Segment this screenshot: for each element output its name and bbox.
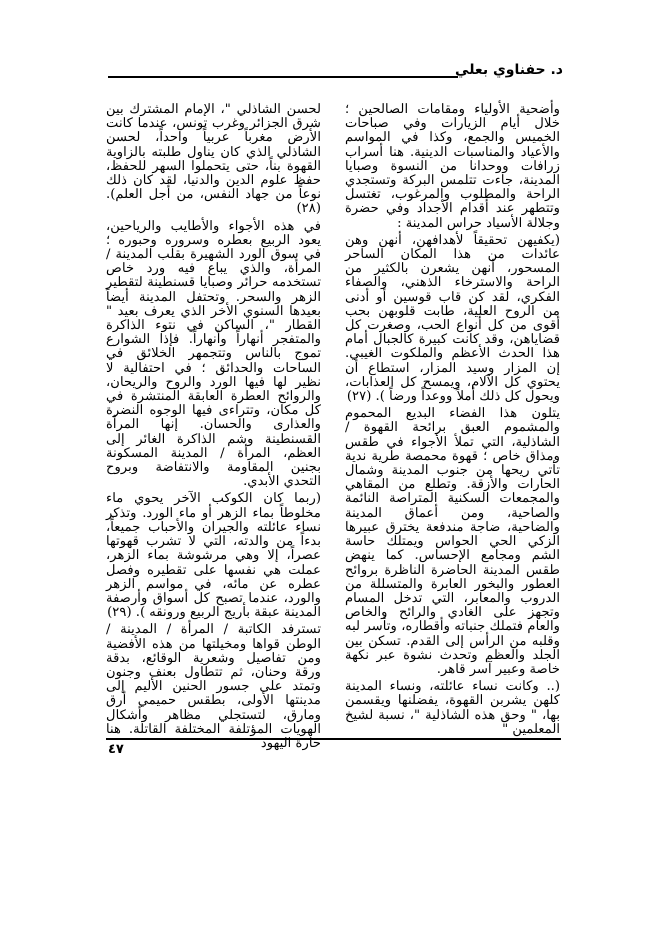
paragraph: (ربما كان الكوكب الآخر يحوي ماء مخلوطاً بماء الزهر أو ماء الورد. وتذكر نساء عائلته والجيران والأحباب جميعاً، بدءاً من والدته، التي لا تشرب قهوتها عصراً، إلا وهي مرشوشة بماء الزهر، عملت هي نفسها على تقطيره وفصل عطره عن مائه، في مواسم الزهر والورد، عندما تصبح كل أسواق وأرصفة المدينة عبقة بأريج الربيع ورونقه ). (٢٩): [106, 491, 321, 621]
paragraph: وأضحية الأولياء ومقامات الصالحين ؛ خلال أيام الزيارات وفي صباحات الخميس والجمع، وكذا في المواسم والأعياد والمناسبات الدينية. هنا أسراب زرافات ووحدانا من النسوة وصبايا المدينة، جاءت تتلمس البركة وتستجدي الراحة والمطلوب والمرغوب، تغتسل وتتطهر عند أقدام الأجداد وفي حضرة وجلالة الأسياد حراس المدينة :: [345, 102, 560, 231]
right-column: [345, 103, 560, 740]
paragraph: يتلون هذا الفضاء البديع المحموم والمشموم العبق برائحة القهوة / الشاذلية، التي تملأ الأجواء في طقس ومذاق خاص ؛ قهوة محمصة طرية ندية تأتي ريحها من جنوب المدينة وشمال الحارات والأزقة. وتطلع من المقاهي والمجمعات السكنية المتراصة النائمة والصاحية، ومن أعماق المدينة والضاحية، ضاجة مندفعة يخترق عبيرها الزكي الحي الحواس ويمتلك حاسة الشم ومجامع الإحساس. كما ينهض طقس المدينة الحاضرة الناظرة بروائح العطور والبخور العابرة والمتسللة من الدروب والمعابر، التي تدخل المسام وتجهز على الغادي والرائح والخاص والعام فتملك جنباته وأقطاره، وتأسر لبه وقلبه من الرأس إلى القدم. تسكن بين الجلد والعظم وتحدث نشوة عبر نكهة خاصة وعبير آسر قاهر.: [345, 406, 560, 677]
footer-rule: [106, 738, 561, 740]
paragraph: لحسن الشاذلي "، الإمام المشترك بين شرق الجزائر وغرب تونس، عندما كانت الأرض مغرباً عربياً واحداً، لحسن الشاذلي الذي كان يناول طلبته بالزاوية القهوة بناً، حتى يتحملوا السهر للحفظ، حفظ علوم الدين والدنيا، لقد كان ذلك نوعاً من جهاد النفس، من أجل العلم). (٢٨): [106, 102, 321, 217]
paragraph: (.. وكانت نساء عائلته، ونساء المدينة كلهن يشربن القهوة، يفضلنها ويقسمن بها، " وحق هذه الشاذلية "، نسبة لشيخ المعلمين ": [345, 679, 560, 737]
paragraph: (يكفيهن تحقيقاً لأهدافهن، أنهن وهن عائدات من هذا المكان الساحر المسحور، أنهن يشعرن بالكثير من الراحة والاسترخاء الذهني، والصفاء الفكري، لقد كن قاب قوسين أو أدنى من الروح العلية، طابت قلوبهن بحب أقوى من كل أنواع الحب، وصغرت كل قضاياهن، وقد كانت كبيرة كالجبال أمام هذا الحدث الأعظم والملكوت الغيبي. إن المزار وسيد المزار، استطاع أن يحتوي كل الآلام، ويمسح كل العذابات، ويحول كل ذلك أملاً ووعداً ورضاً ). (٢٧): [345, 232, 560, 405]
left-column: [106, 103, 321, 754]
paragraph: في هذه الأجواء والأطايب والرياحين، يعود الربيع بعطره وسروره وحبوره ؛ في سوق الورد الشهيرة بقلب المدينة / المرأة، والذي يباع فيه ورد خاص تستخدمه حرائر وصبايا قسنطينة لتقطير الزهر والسحر. وتحتفل المدينة أيضاً بعيدها السنوي الأخر الذي يعرف بعيد " القطار "، الساكن في نتوء الذاكرة والمتفجر أنهاراً وأنهاراً. فإذا الشوارع تموج بالناس وتتجمهر الخلائق في الساحات والحدائق ؛ في احتفالية لا نظير لها فيها الورد والروح والريحان، والروائح العطرة العابقة المنتشرة في كل مكان، وتتراءى فيها الوجوه النضرة والعذارى والحسان. إنها المرأة القسنطينة وشم الذاكرة الغائر إلى العظم، المرأة / المدينة المسكونة بجنين المقاومة والانتفاضة وبروح التحدي الأبدي.: [106, 218, 321, 490]
page-number: ٤٧: [108, 742, 124, 757]
paragraph: تسترفد الكاتبة / المرأة / المدينة / الوطن قواها ومخيلتها من هذه الأفضية ومن تفاصيل وشعرية الوقائع، بدقة ورقة وحنان، ثم تتطاول بعنف وجنون وتمتد على جسور الحنين الأليم إلى مدينتها الأولى، بطقس حميمي أرق ومارق، لتستجلي مظاهر وأشكال الهويات المؤتلفة المختلفة القاتلة. هنا حارة اليهود: [106, 622, 321, 751]
page-header: [108, 62, 563, 98]
header-rule: [108, 76, 458, 78]
author-name: د. حفناوي بعلي: [455, 62, 563, 78]
